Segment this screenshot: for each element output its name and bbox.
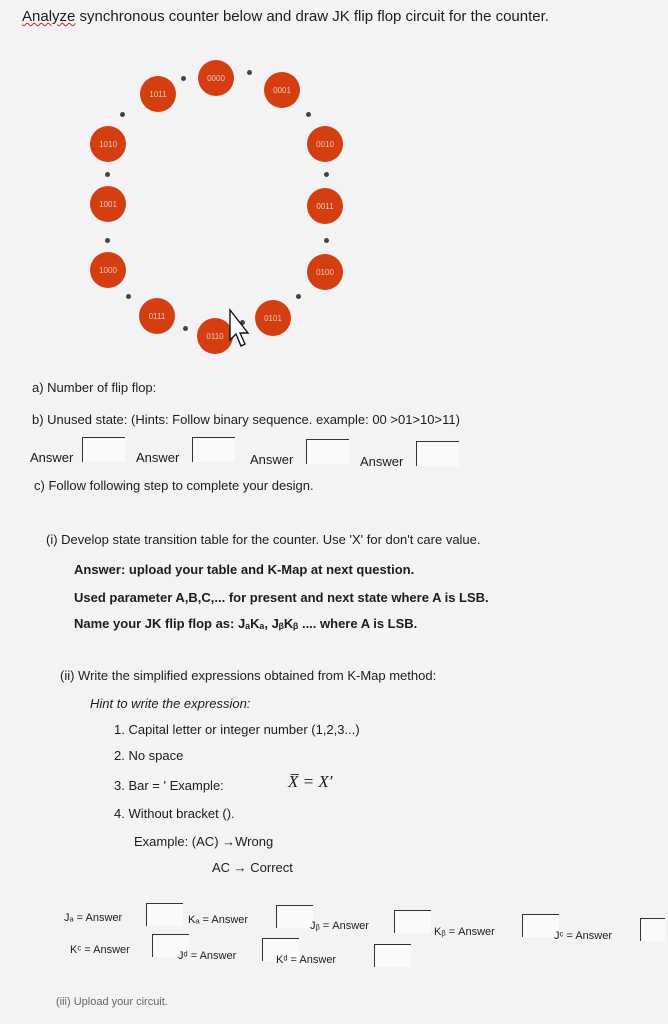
arrow-dot <box>296 294 301 299</box>
step1-line1: (i) Develop state transition table for the counter. Use 'X' for don't care value. <box>46 532 481 547</box>
step2-example: Example: (AC) →Wrong <box>134 834 274 849</box>
step2-rule1: 1. Capital letter or integer number (1,2,3...) <box>114 722 360 737</box>
state-0100: 0100 <box>307 254 343 290</box>
step1-line2: Answer: upload your table and K-Map at next question. <box>74 562 415 577</box>
arrow-dot <box>105 172 110 177</box>
expr-jc-input[interactable] <box>640 918 665 941</box>
step2-rule3-equation: X̅ = X′ <box>288 772 333 791</box>
state-0110: 0110 <box>197 318 233 354</box>
answer-input-2[interactable] <box>192 437 235 462</box>
arrow-dot <box>120 112 125 117</box>
step2-rule3: 3. Bar = ' Example: <box>114 778 224 793</box>
question-title <box>22 8 549 25</box>
expr-jc: Jᶜ = Answer <box>554 930 613 942</box>
expr-jb: Jᵦ = Answer <box>310 920 369 932</box>
step2-hint: Hint to write the expression: <box>90 696 251 711</box>
expr-ja: Jₐ = Answer <box>64 912 123 924</box>
arrow-dot <box>324 238 329 243</box>
expr-jd: Jᵈ = Answer <box>178 950 237 962</box>
step1-line3: Used parameter A,B,C,... for present and next state where A is LSB. <box>74 590 489 605</box>
arrow-dot <box>126 294 131 299</box>
title-prefix: Analyze <box>22 8 76 25</box>
step2-rule4: 4. Without bracket (). <box>114 806 235 821</box>
part-a-text: a) Number of flip flop: <box>32 380 157 395</box>
answer-input-4[interactable] <box>416 441 459 466</box>
state-1000: 1000 <box>90 252 126 288</box>
answer-label: Answer <box>136 450 180 465</box>
state-1011: 1011 <box>140 76 176 112</box>
answer-label: Answer <box>250 452 294 467</box>
expr-jb-input[interactable] <box>394 910 431 933</box>
expr-kb: Kᵦ = Answer <box>434 926 495 938</box>
arrow-dot <box>183 326 188 331</box>
expr-kc: Kᶜ = Answer <box>70 944 130 956</box>
expr-ka-input[interactable] <box>276 905 313 928</box>
arrow-dot <box>306 112 311 117</box>
answer-label: Answer <box>30 450 74 465</box>
arrow-dot <box>247 70 252 75</box>
title-rest: synchronous counter below and draw JK flip flop circuit for the counter. <box>75 8 549 25</box>
state-0101: 0101 <box>255 300 291 336</box>
arrow-dot <box>105 238 110 243</box>
state-0010: 0010 <box>307 126 343 162</box>
step3-text: (iii) Upload your circuit. <box>56 996 168 1008</box>
state-0001: 0001 <box>264 72 300 108</box>
expr-ja-input[interactable] <box>146 903 183 926</box>
step2-line1: (ii) Write the simplified expressions obtained from K-Map method: <box>60 668 437 683</box>
part-b-text: b) Unused state: (Hints: Follow binary sequence. example: 00 >01>10>11) <box>32 412 460 427</box>
state-0011: 0011 <box>307 188 343 224</box>
answer-input-3[interactable] <box>306 439 349 464</box>
step1-line4: Name your JK flip flop as: JₐKₐ, JᵦKᵦ .... where A is LSB. <box>74 616 418 631</box>
answer-input-1[interactable] <box>82 437 125 462</box>
arrow-dot <box>324 172 329 177</box>
state-0000: 0000 <box>198 60 234 96</box>
step2-correct: AC → Correct <box>212 860 293 875</box>
state-0111: 0111 <box>139 298 175 334</box>
answer-label: Answer <box>360 454 404 469</box>
step2-rule2: 2. No space <box>114 748 184 763</box>
arrow-dot <box>181 76 186 81</box>
state-1010: 1010 <box>90 126 126 162</box>
part-c-text: c) Follow following step to complete your design. <box>34 478 314 493</box>
state-1001: 1001 <box>90 186 126 222</box>
expr-ka: Kₐ = Answer <box>188 914 249 926</box>
expr-kd: Kᵈ = Answer <box>276 954 337 966</box>
mouse-cursor-icon <box>222 306 252 350</box>
expr-kd-input[interactable] <box>374 944 411 967</box>
